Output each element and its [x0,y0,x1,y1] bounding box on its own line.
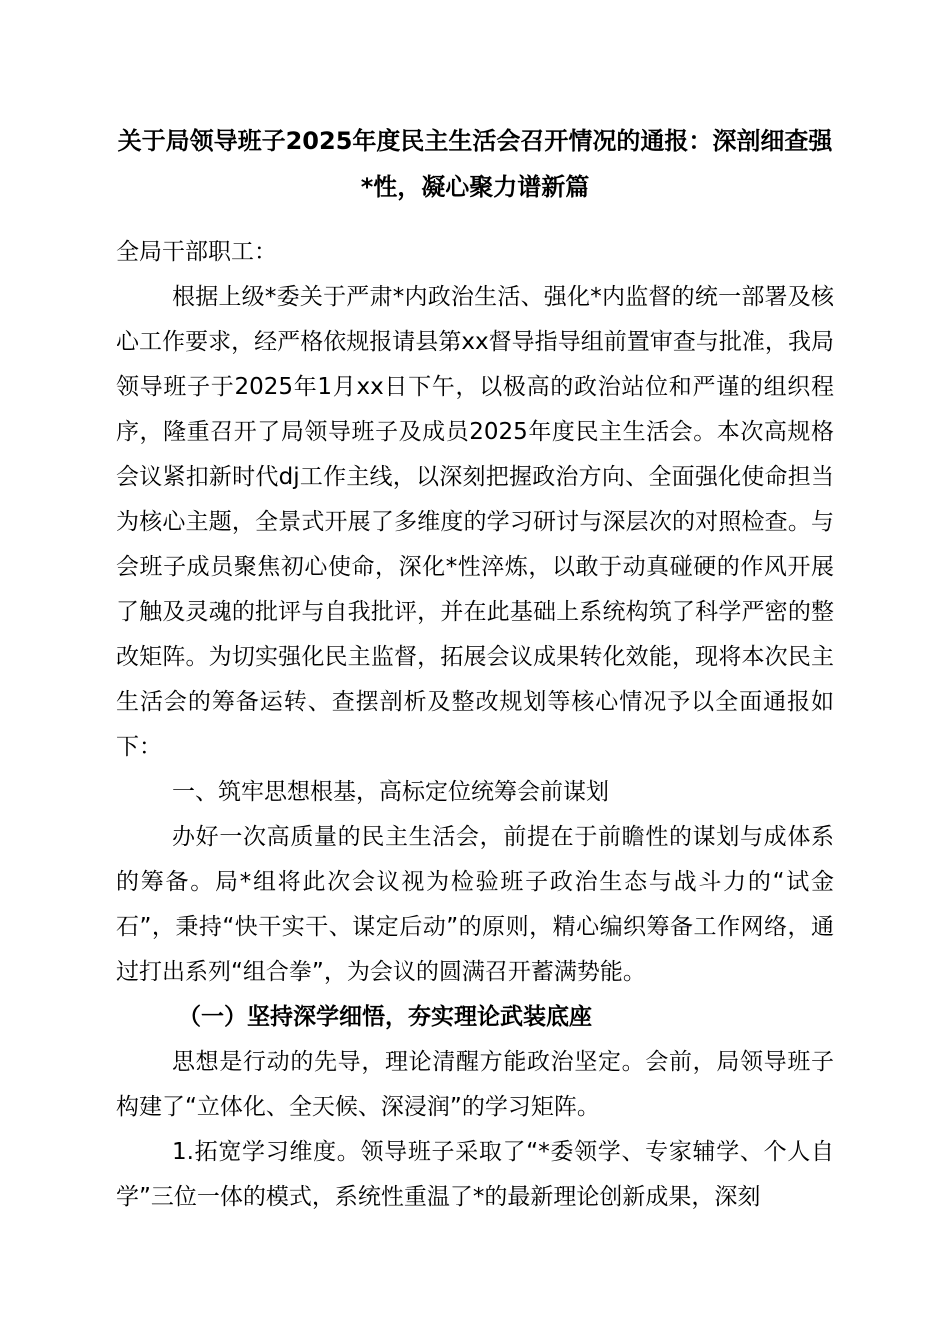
document-title: 关于局领导班子2025年度民主生活会召开情况的通报：深剖细查强*性，凝心聚力谱新篇 [117,127,833,201]
salutation: 全局干部职工： [116,239,277,265]
paragraph-section-1: 办好一次高质量的民主生活会，前提在于前瞻性的谋划与成体系的筹备。局*组将此次会议视为检验班子政治生态与战斗力的“试金石”，秉持“快干实干、谋定后动”的原则，精心编织筹备工作网络，通过打出系列“组合拳”，为会议的圆满召开蓄满势能。 [116,824,834,985]
subsection-heading-1: （一）坚持深学细悟，夯实理论武装底座 [178,1004,592,1030]
section-heading-1: 一、筑牢思想根基，高标定位统筹会前谋划 [172,779,609,805]
document-body [116,230,834,1220]
paragraph-intro: 根据上级*委关于严肃*内政治生活、强化*内监督的统一部署及核心工作要求，经严格依规报请县第xx督导指导组前置审查与批准，我局领导班子于2025年1月xx日下午，以极高的政治站位和严谨的组织程序，隆重召开了局领导班子及成员2025年度民主生活会。本次高规格会议紧扣新时代dj工作主线，以深刻把握政治方向、全面强化使命担当为核心主题，全景式开展了多维度的学习研讨与深层次的对照检查。与会班子成员聚焦初心使命，深化*性淬炼，以敢于动真碰硬的作风开展了触及灵魂的批评与自我批评，并在此基础上系统构筑了科学严密的整改矩阵。为切实强化民主监督，拓展会议成果转化效能，现将本次民主生活会的筹备运转、查摆剖析及整改规划等核心情况予以全面通报如下： [116,284,834,760]
paragraph-item-1: 1.拓宽学习维度。领导班子采取了“*委领学、专家辅学、个人自学”三位一体的模式，系统性重温了*的最新理论创新成果，深刻 [116,1139,834,1210]
paragraph-subsection-1: 思想是行动的先导，理论清醒方能政治坚定。会前，局领导班子构建了“立体化、全天候、深浸润”的学习矩阵。 [116,1049,834,1120]
